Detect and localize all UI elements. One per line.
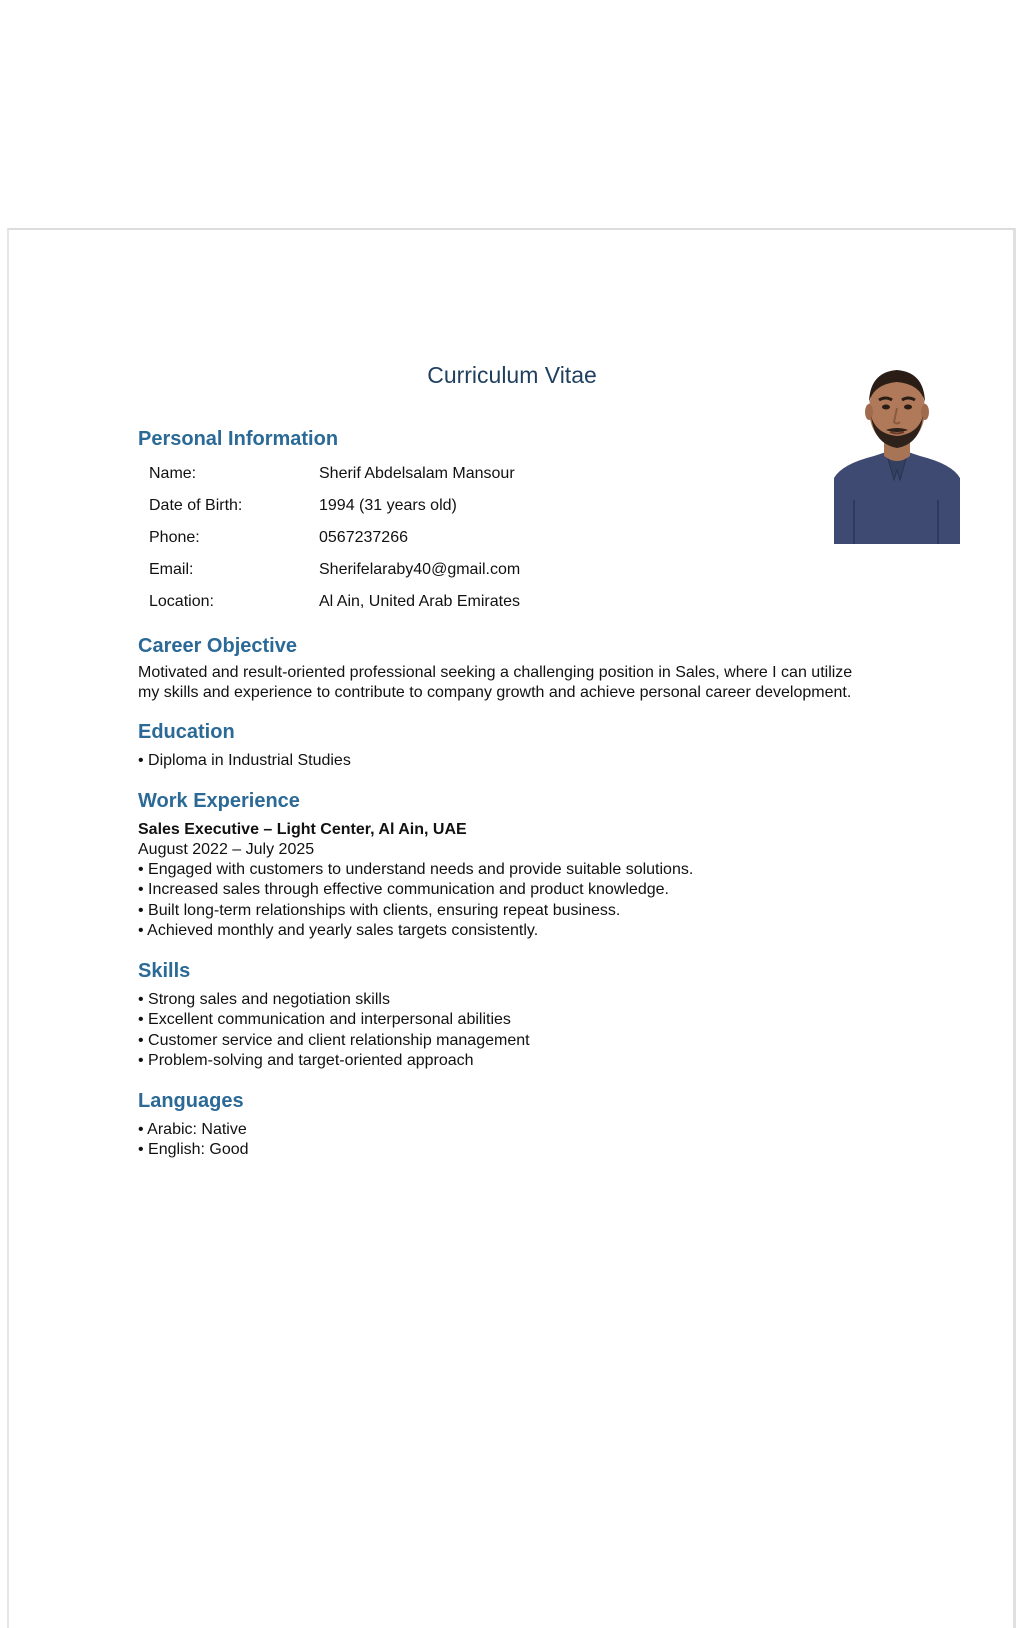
personal-information-heading: Personal Information — [138, 428, 339, 450]
info-value: 1994 (31 years old) — [319, 497, 457, 514]
info-row-name — [149, 458, 520, 490]
list-item: • English: Good — [138, 1141, 249, 1158]
languages-list — [138, 1120, 868, 1161]
career-objective-text: Motivated and result-oriented professional seeking a challenging position in Sales, where I can utilize my skills and experience to contribute to company growth and achieve personal career development. — [138, 664, 853, 701]
list-item: • Increased sales through effective communication and product knowledge. — [138, 881, 669, 898]
work-experience-list — [138, 860, 868, 942]
skills-heading: Skills — [138, 959, 191, 982]
job-dates: August 2022 – July 2025 — [138, 840, 315, 858]
skills-list — [138, 990, 868, 1072]
info-value: 0567237266 — [319, 529, 408, 546]
list-item: • Engaged with customers to understand needs and provide suitable solutions. — [138, 860, 694, 878]
info-label: Email: — [149, 561, 194, 578]
cv-content — [138, 424, 868, 1161]
list-item: • Strong sales and negotiation skills — [138, 990, 390, 1008]
list-item: • Diploma in Industrial Studies — [138, 752, 351, 769]
info-value: Al Ain, United Arab Emirates — [319, 593, 520, 610]
info-value: Sherif Abdelsalam Mansour — [319, 465, 515, 482]
job-title: Sales Executive – Light Center, Al Ain, UAE — [138, 820, 467, 838]
personal-information-table — [149, 458, 520, 618]
list-item: • Customer service and client relationship management — [138, 1031, 530, 1049]
education-list — [138, 751, 868, 772]
info-label: Location: — [149, 593, 214, 610]
info-value: Sherifelaraby40@gmail.com — [319, 561, 521, 578]
education-heading: Education — [138, 721, 235, 743]
career-objective-heading: Career Objective — [138, 635, 297, 657]
list-item: • Excellent communication and interpersonal abilities — [138, 1011, 511, 1028]
info-label: Name: — [149, 465, 197, 482]
info-label: Date of Birth: — [149, 497, 243, 514]
page-title: Curriculum Vitae — [427, 362, 597, 388]
list-item: • Achieved monthly and yearly sales targets consistently. — [138, 922, 539, 939]
info-label: Phone: — [149, 529, 200, 546]
languages-heading: Languages — [138, 1089, 244, 1112]
info-row-email — [149, 554, 520, 586]
info-row-location — [149, 586, 520, 618]
list-item: • Problem-solving and target-oriented approach — [138, 1052, 474, 1069]
list-item: • Arabic: Native — [138, 1120, 247, 1138]
list-item: • Built long-term relationships with clients, ensuring repeat business. — [138, 901, 621, 919]
info-row-phone — [149, 522, 520, 554]
work-experience-heading: Work Experience — [138, 789, 300, 812]
info-row-date-of-birth — [149, 490, 520, 522]
